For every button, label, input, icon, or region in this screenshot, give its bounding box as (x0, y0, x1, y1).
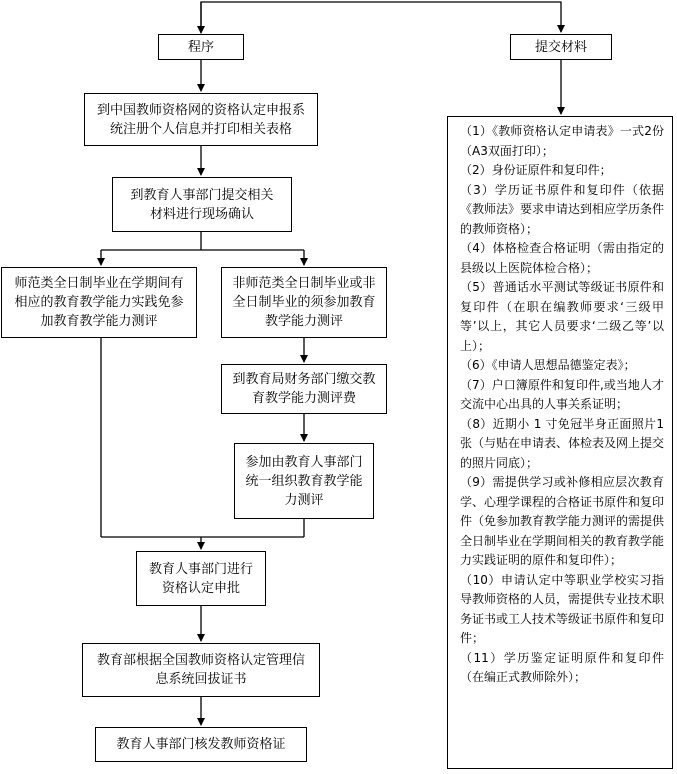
step-grant-certificate-label: 教育人事部门核发教师资格证 (116, 737, 286, 752)
step-issue-certificate-label: 教育部根据全国教师资格认定管理信息系统回拔证书 (96, 653, 305, 687)
step-normal-graduate-label: 师范类全日制毕业在学期间有相应的教育教学能力实践免参加教育教学能力测评 (14, 276, 184, 329)
step-approval-label: 教育人事部门进行资格认定申批 (149, 561, 254, 596)
step-grant-certificate (95, 727, 307, 762)
material-item-3: （3）学历证书原件和复印件（依据《教师法》要求申请达到相应学历条件的教师资格）； (460, 182, 665, 236)
step-approval (136, 551, 266, 606)
step-normal-graduate (1, 267, 197, 338)
material-item-10: （10）申请认定中等职业学校实习指导教师资格的人员，需提供专业技术职务证书或工人技术等级证书原件和复印件； (460, 572, 665, 645)
step-onsite-confirm-label: 到教育人事部门提交相关材料进行现场确认 (130, 187, 274, 222)
material-item-4: （4）体格检查合格证明（需由指定的县级以上医院体检合格）； (460, 241, 664, 275)
material-item-8: （8）近期小 1 寸免冠半身正面照片1张（与贴在申请表、体检表及网上提交的照片同底）； (460, 416, 665, 470)
material-item-9: （9）需提供学习或补修相应层次教育学、心理学课程的合格证书原件和复印件（免参加教育教学能力测评的需提供全日制毕业在学期间相关的教育教学能力实践证明的原件和复印件）； (460, 475, 665, 567)
material-item-7: （7）户口簿原件和复印件,或当地人才交流中心出具的人事关系证明； (460, 377, 664, 411)
material-item-5: （5）普通话水平测试等级证书原件和复印件（在职在编教师要求‘三级甲等’以上，其它人员要求‘二级乙等’以上）； (460, 280, 664, 353)
material-item-11: （11）学历鉴定证明原件和复印件（在编正式教师除外）； (460, 650, 664, 684)
step-onsite-confirm (112, 177, 292, 232)
step-register-label: 到中国教师资格网的资格认定申报系统注册个人信息并打印相关表格 (96, 102, 305, 137)
materials-header-label: 提交材料 (534, 39, 587, 55)
top-split-line (201, 2, 561, 32)
material-item-6: （6）《申请人思想品德鉴定表》； (460, 358, 636, 372)
step-pay-fee-label: 到教育局财务部门缴交教育教学能力测评费 (232, 372, 376, 406)
material-item-2: （2）身份证原件和复印件； (460, 163, 612, 177)
step-take-test-label: 参加由教育人事部门统一组织教育教学能力测评 (245, 454, 363, 508)
procedure-header (158, 34, 244, 60)
procedure-header-label: 程序 (187, 39, 214, 55)
step-non-normal (221, 267, 387, 338)
step-issue-certificate (82, 643, 320, 697)
step-register (84, 93, 318, 146)
step-pay-fee (221, 364, 387, 414)
step-take-test (234, 443, 374, 519)
materials-header (510, 34, 612, 60)
material-item-1: （1）《教师资格认定申请表》一式2份（A3双面打印）； (460, 124, 664, 158)
materials-list (447, 116, 673, 769)
step-non-normal-label: 非师范类全日制毕业或非全日制毕业的须参加教育教学能力测评 (232, 276, 376, 329)
